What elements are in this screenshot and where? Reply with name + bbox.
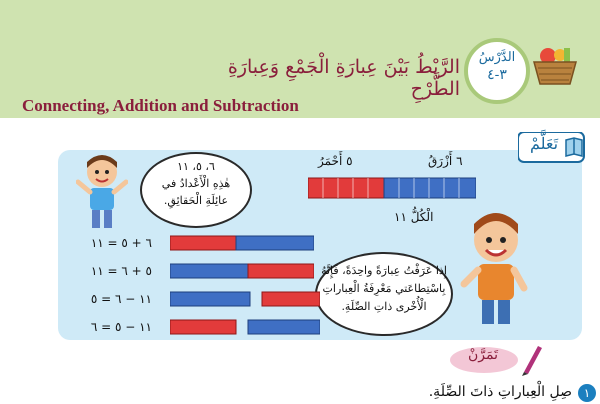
lesson-badge [464,38,530,104]
bubble-line: ٦، ٥، ١١ [177,160,215,173]
lesson-number: ٣-٤ [487,67,507,83]
cube-row-4 [170,318,320,336]
bubble-line: الْأُخْرى ذاتِ الصِّلَةِ. [341,300,427,313]
learn-label: تَعَلَّمْ [529,134,559,153]
boy-character-right [460,208,530,328]
cube-row-1 [170,234,314,252]
blue-count-label: ٦ أَزْرَقُ [428,154,463,168]
total-label: الْكُلُّ ١١ [394,210,434,224]
boy-character-left [76,150,128,232]
bubble-line: بِاسْتِطاعَتي مَعْرِفَةُ الْعِباراتِ [322,282,446,295]
speech-bubble-related-facts [315,252,453,336]
bubble-line: عائِلَةِ الْحَقائِقِ. [163,194,229,207]
bubble-line: إِذا عَرَفْتُ عِبارَةً واحِدَةً، فَإِنَّهُ [321,264,447,277]
speech-bubble-fact-family [140,152,252,228]
question-text: صِلِ الْعِباراتِ ذاتَ الصِّلَةِ. [428,384,572,400]
red-count-label: ٥ أَحْمَرُ [318,154,353,168]
lesson-label: الدَّرْسُ [478,50,516,65]
practice-label: تَمَرَّنْ [468,347,498,363]
cube-train-main [308,176,476,202]
cube-row-2 [170,262,314,280]
lesson-title-english: Connecting, Addition and Subtraction [22,96,299,115]
equation-4: ١١ − ٥ = ٦ [90,320,152,334]
question-number-badge: ١ [578,384,596,402]
basket-icon [530,46,580,86]
bubble-line: هٰذِهِ الْأَعْدادُ في [161,177,231,190]
cube-row-3 [170,290,320,308]
equation-3: ١١ − ٦ = ٥ [90,292,152,306]
lesson-title-arabic: الرَّبْطُ بَيْنَ عِبارَةِ الْجَمْعِ وَعِبارَةِ الطَّرْحِ [227,56,460,100]
equation-2: ٥ + ٦ = ١١ [90,264,152,278]
equation-1: ٦ + ٥ = ١١ [90,236,152,250]
